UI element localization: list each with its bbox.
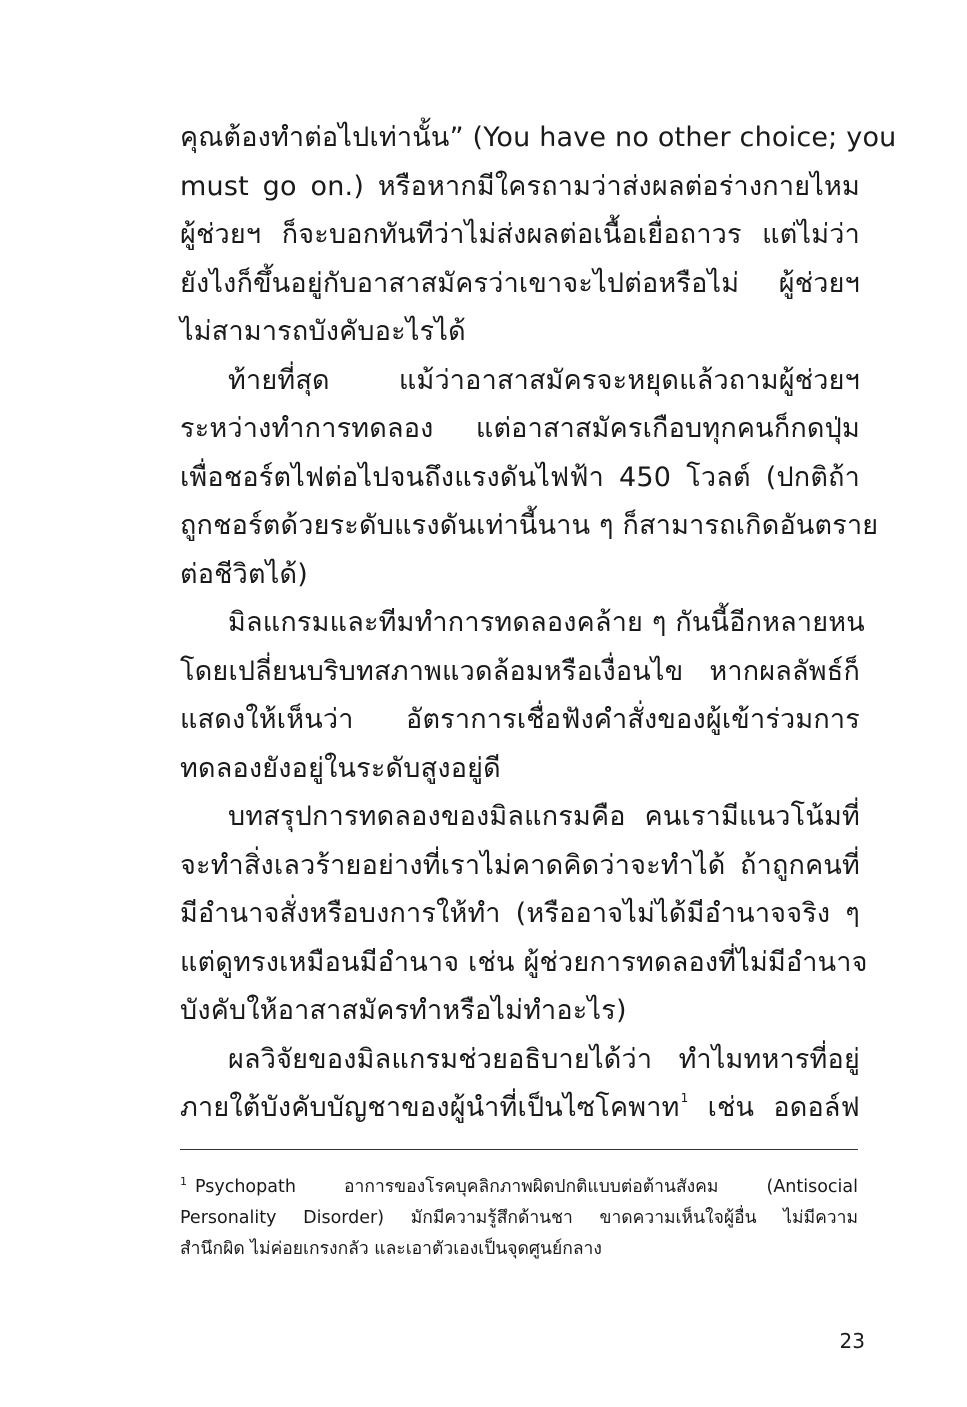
text-line: แสดงให้เห็นว่า อัตราการเชื่อฟังคำสั่งของผู้เข้าร่วมการ xyxy=(180,704,860,735)
text-line: ผู้ช่วยฯ ก็จะบอกทันทีว่าไม่ส่งผลต่อเนื้อเยื่อถาวร แต่ไม่ว่า xyxy=(180,219,860,250)
paragraph-first-line: มิลแกรมและทีมทำการทดลองคล้าย ๆ กันนี้อีกหลายหน xyxy=(228,607,865,638)
body-text xyxy=(180,114,897,1133)
text-line: ต่อชีวิตได้) xyxy=(180,558,309,590)
text-line-with-footnote-ref xyxy=(180,1084,860,1133)
text-line: โดยเปลี่ยนบริบทสภาพแวดล้อมหรือเงื่อนไข หากผลลัพธ์ก็ xyxy=(180,655,860,687)
text-line: มีอำนาจสั่งหรือบงการให้ทำ (หรืออาจไม่ได้มีอำนาจจริง ๆ xyxy=(180,898,860,929)
text-line: ยังไงก็ขึ้นอยู่กับอาสาสมัครว่าเขาจะไปต่อหรือไม่ ผู้ช่วยฯ xyxy=(180,267,860,299)
text-line: แต่ดูทรงเหมือนมีอำนาจ เช่น ผู้ช่วยการทดลองที่ไม่มีอำนาจ xyxy=(180,946,868,978)
text-line: คุณต้องทำต่อไปเท่านั้น” (You have no other choice; you xyxy=(180,122,897,153)
footnote-divider xyxy=(180,1149,858,1150)
text-line: ถูกชอร์ตด้วยระดับแรงดันเท่านี้นาน ๆ ก็สามารถเกิดอันตราย xyxy=(180,510,879,541)
text-line: must go on.) หรือหากมีใครถามว่าส่งผลต่อร่างกายไหม xyxy=(180,170,860,202)
paragraph-first-line: ผลวิจัยของมิลแกรมช่วยอธิบายได้ว่า ทำไมทหารที่อยู่ xyxy=(228,1043,860,1075)
footnote-marker: 1 xyxy=(180,1175,187,1188)
page-number: 23 xyxy=(839,1329,865,1353)
text-segment: เช่น อดอล์ฟ xyxy=(707,1092,860,1123)
text-line: ระหว่างทำการทดลอง แต่อาสาสมัครเกือบทุกคนก็กดปุ่ม xyxy=(180,413,860,444)
text-line: ไม่สามารถบังคับอะไรได้ xyxy=(180,316,466,347)
text-line: ทดลองยังอยู่ในระดับสูงอยู่ดี xyxy=(180,752,501,784)
paragraph-first-line: บทสรุปการทดลองของมิลแกรมคือ คนเรามีแนวโน้มที่ xyxy=(228,801,860,832)
footnote-reference: 1 xyxy=(680,1091,689,1105)
text-line: เพื่อชอร์ตไฟต่อไปจนถึงแรงดันไฟฟ้า 450 โวลต์ (ปกติถ้า xyxy=(180,461,860,493)
text-line: บังคับให้อาสาสมัครทำหรือไม่ทำอะไร) xyxy=(180,995,627,1026)
text-segment: ภายใต้บังคับบัญชาของผู้นำที่เป็นไซโคพาท xyxy=(180,1092,680,1123)
footnote-text: Psychopath อาการของโรคบุคลิกภาพผิดปกติแบบต่อต้านสังคม (Antisocial xyxy=(195,1177,858,1197)
text-line: จะทำสิ่งเลวร้ายอย่างที่เราไม่คาดคิดว่าจะทำได้ ถ้าถูกคนที่ xyxy=(180,849,860,881)
footnote-line xyxy=(180,1172,858,1203)
footnote xyxy=(180,1172,858,1265)
footnote-line: Personality Disorder) มักมีความรู้สึกด้านชา ขาดความเห็นใจผู้อื่น ไม่มีความ xyxy=(180,1208,858,1228)
footnote-line: สำนึกผิด ไม่ค่อยเกรงกลัว และเอาตัวเองเป็นจุดศูนย์กลาง xyxy=(180,1239,602,1259)
paragraph-first-line: ท้ายที่สุด แม้ว่าอาสาสมัครจะหยุดแล้วถามผู้ช่วยฯ xyxy=(228,364,860,396)
